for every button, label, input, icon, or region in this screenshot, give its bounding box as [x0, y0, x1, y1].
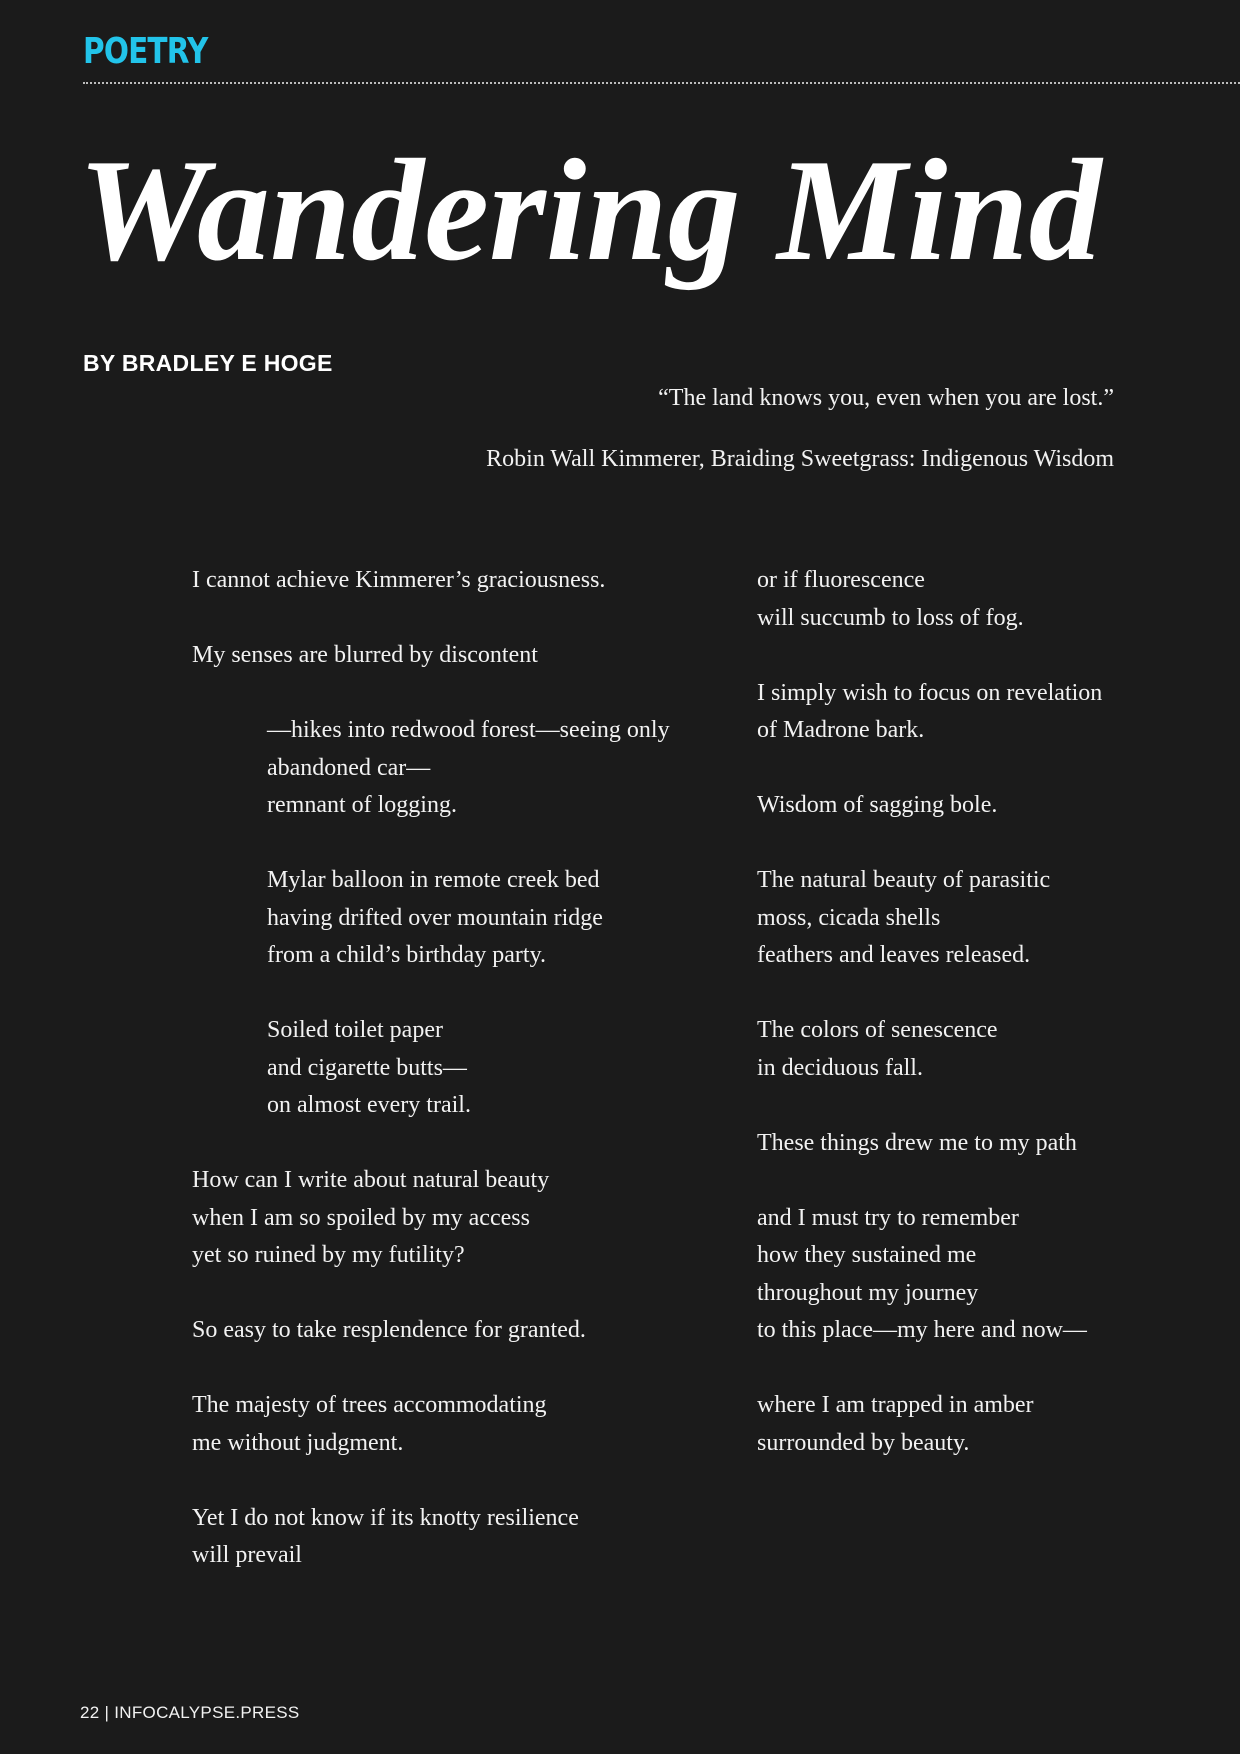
- epigraph-quote: “The land knows you, even when you are lost.”: [658, 385, 1114, 411]
- poem-line: The majesty of trees accommodating: [192, 1392, 547, 1418]
- poem-stanza: [192, 1387, 712, 1462]
- poem-line: in deciduous fall.: [757, 1054, 923, 1081]
- poem-stanza: [757, 675, 1157, 750]
- poem-line: where I am trapped in amber: [757, 1392, 1034, 1418]
- poem-line: So easy to take resplendence for granted.: [192, 1317, 586, 1343]
- poem-line: How can I write about natural beauty: [192, 1167, 550, 1193]
- epigraph-attribution: Robin Wall Kimmerer, Braiding Sweetgrass: Indigenous Wisdom: [486, 446, 1114, 472]
- epigraph: [486, 380, 1114, 478]
- poem-stanza: [757, 1200, 1157, 1350]
- page-footer: 22 | INFOCALYPSE.PRESS: [80, 1703, 300, 1722]
- poem-line: will prevail: [192, 1542, 302, 1568]
- poem-stanza: [757, 862, 1157, 975]
- poem-line: Soiled toilet paper: [267, 1017, 443, 1043]
- poem-line: from a child’s birthday party.: [267, 942, 547, 968]
- poem-line: on almost every trail.: [267, 1092, 471, 1118]
- poem-line: —hikes into redwood forest—seeing only: [267, 717, 670, 743]
- poem-line: me without judgment.: [192, 1429, 404, 1456]
- poem-line: surrounded by beauty.: [757, 1429, 970, 1456]
- poem-stanza: [757, 1012, 1157, 1087]
- poem-line: or if fluorescence: [757, 567, 925, 593]
- poem-stanza: [192, 637, 712, 675]
- poem-line: having drifted over mountain ridge: [267, 904, 603, 931]
- poem-line: I simply wish to focus on revelation: [757, 679, 1103, 706]
- byline: BY BRADLEY E HOGE: [83, 350, 333, 376]
- poem-title: Wandering Mind: [78, 129, 1102, 291]
- poem-stanza: [757, 562, 1157, 637]
- poem-line: Mylar balloon in remote creek bed: [267, 867, 600, 893]
- poem-line: Wisdom of sagging bole.: [757, 792, 998, 818]
- poem-line: moss, cicada shells: [757, 904, 941, 931]
- poem-line: Yet I do not know if its knotty resilience: [192, 1504, 579, 1531]
- poem-line: The colors of senescence: [757, 1017, 998, 1043]
- poem-stanza: [757, 1387, 1157, 1462]
- poem-stanza: [192, 1162, 712, 1275]
- poem-line: My senses are blurred by discontent: [192, 642, 538, 668]
- poem-line: throughout my journey: [757, 1279, 979, 1306]
- poem-right-column: [757, 562, 1157, 1500]
- poem-stanza: [267, 712, 712, 825]
- poem-stanza: [267, 1012, 712, 1125]
- poem-line: and cigarette butts—: [267, 1054, 467, 1081]
- poem-stanza: [267, 862, 712, 975]
- poem-line: of Madrone bark.: [757, 717, 925, 743]
- section-label: POETRY: [83, 31, 208, 72]
- poem-line: The natural beauty of parasitic: [757, 867, 1051, 893]
- poem-line: I cannot achieve Kimmerer’s graciousness.: [192, 567, 606, 593]
- poem-line: yet so ruined by my futility?: [192, 1242, 465, 1268]
- poem-left-column: [192, 562, 712, 1612]
- header-divider: [83, 82, 1240, 84]
- poem-line: and I must try to remember: [757, 1204, 1019, 1231]
- poem-stanza: [192, 1500, 712, 1575]
- poem-stanza: [192, 562, 712, 600]
- poem-line: feathers and leaves released.: [757, 942, 1031, 968]
- poem-stanza: [757, 1125, 1157, 1163]
- poem-line: when I am so spoiled by my access: [192, 1204, 530, 1231]
- poem-line: These things drew me to my path: [757, 1129, 1077, 1156]
- poem-stanza: [192, 1312, 712, 1350]
- poem-line: will succumb to loss of fog.: [757, 604, 1024, 631]
- poem-line: remnant of logging.: [267, 792, 457, 818]
- poem-line: to this place—my here and now—: [757, 1317, 1087, 1343]
- poem-line: how they sustained me: [757, 1242, 977, 1268]
- poem-line: abandoned car—: [267, 754, 431, 781]
- poem-stanza: [757, 787, 1157, 825]
